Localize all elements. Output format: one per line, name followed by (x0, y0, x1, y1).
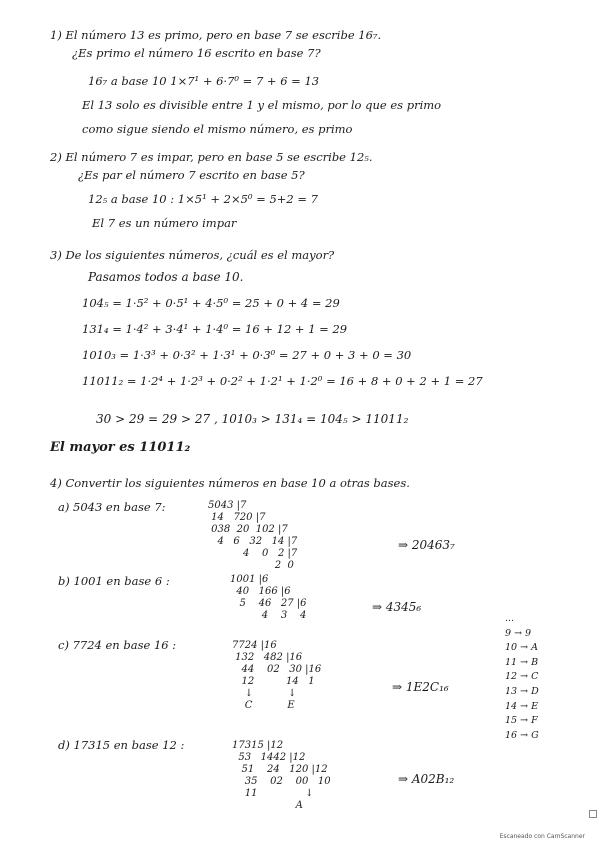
ex3-comparison: 30 > 29 = 29 > 27 , 1010₃ > 131₄ = 104₅ > 11011₂ (96, 412, 409, 426)
ex4a-division: 5043 |7 14 720 |7 038 20 102 |7 4 6 32 14 |7 4 0 2 |7 2 0 (208, 500, 298, 571)
ex4d-result: ⇒ A02B₁₂ (398, 772, 455, 786)
digit-table-row: ... (505, 613, 515, 624)
ex2-statement: 2) El número 7 es impar, pero en base 5 se escribe 12₅. (50, 150, 373, 164)
ex2-question: ¿Es par el número 7 escrito en base 5? (78, 168, 305, 182)
ex4c-division: 7724 |16 132 482 |16 44 02 30 |16 12 14 1 ↓ ↓ C E (232, 640, 322, 711)
ex4a-title: a) 5043 en base 7: (58, 500, 166, 514)
ex3-eq2: 131₄ = 1·4² + 3·4¹ + 1·4⁰ = 16 + 12 + 1 = 29 (82, 322, 348, 336)
ex3-step: Pasamos todos a base 10. (88, 270, 244, 284)
digit-table-row: 10 → A (505, 642, 538, 654)
ex4d-title: d) 17315 en base 12 : (58, 738, 185, 752)
ex1-calc: 16₇ a base 10 1×7¹ + 6·7⁰ = 7 + 6 = 13 (88, 74, 320, 88)
digit-table-row: 9 → 9 (505, 627, 532, 639)
ex1-note2: como sigue siendo el mismo número, es primo (82, 122, 353, 136)
ex3-eq4: 11011₂ = 1·2⁴ + 1·2³ + 0·2² + 1·2¹ + 1·2⁰ = 16 + 8 + 0 + 2 + 1 = 27 (82, 374, 483, 388)
page-corner-mark (589, 810, 597, 818)
ex2-calc: 12₅ a base 10 : 1×5¹ + 2×5⁰ = 5+2 = 7 (88, 192, 318, 206)
ex4-statement: 4) Convertir los siguientes números en base 10 a otras bases. (50, 476, 410, 490)
ex3-result: El mayor es 11011₂ (50, 440, 191, 455)
digit-table-row: 12 → C (505, 671, 539, 683)
digit-table-row: 16 → G (505, 729, 539, 741)
ex4b-result: ⇒ 4345₆ (372, 600, 422, 614)
scanner-watermark: Escaneado con CamScanner (499, 833, 585, 840)
ex3-eq1: 104₅ = 1·5² + 0·5¹ + 4·5⁰ = 25 + 0 + 4 = 29 (82, 296, 340, 310)
ex3-statement: 3) De los siguientes números, ¿cuál es el mayor? (50, 248, 335, 262)
ex4d-division: 17315 |12 53 1442 |12 51 24 120 |12 35 02 00 10 11 ↓ A (232, 740, 331, 811)
digit-table-row: 11 → B (505, 656, 539, 668)
ex4c-title: c) 7724 en base 16 : (58, 638, 177, 652)
digit-table-row: 15 → F (505, 715, 538, 727)
ex4b-title: b) 1001 en base 6 : (58, 574, 170, 588)
ex4b-division: 1001 |6 40 166 |6 5 46 27 |6 4 3 4 (230, 574, 307, 621)
ex3-eq3: 1010₃ = 1·3³ + 0·3² + 1·3¹ + 0·3⁰ = 27 + 0 + 3 + 0 = 30 (82, 348, 412, 362)
digit-table-row: 14 → E (505, 700, 539, 712)
ex4a-result: ⇒ 20463₇ (398, 538, 455, 552)
ex4c-result: ⇒ 1E2C₁₆ (392, 680, 449, 694)
ex1-note1: El 13 solo es divisible entre 1 y el mismo, por lo que es primo (82, 98, 442, 112)
digit-table-row: 13 → D (505, 685, 539, 697)
ex1-question: ¿Es primo el número 16 escrito en base 7? (72, 46, 321, 60)
digit-table (505, 612, 539, 743)
ex2-note: El 7 es un número impar (92, 216, 237, 230)
ex1-statement: 1) El número 13 es primo, pero en base 7 se escribe 16₇. (50, 28, 382, 42)
